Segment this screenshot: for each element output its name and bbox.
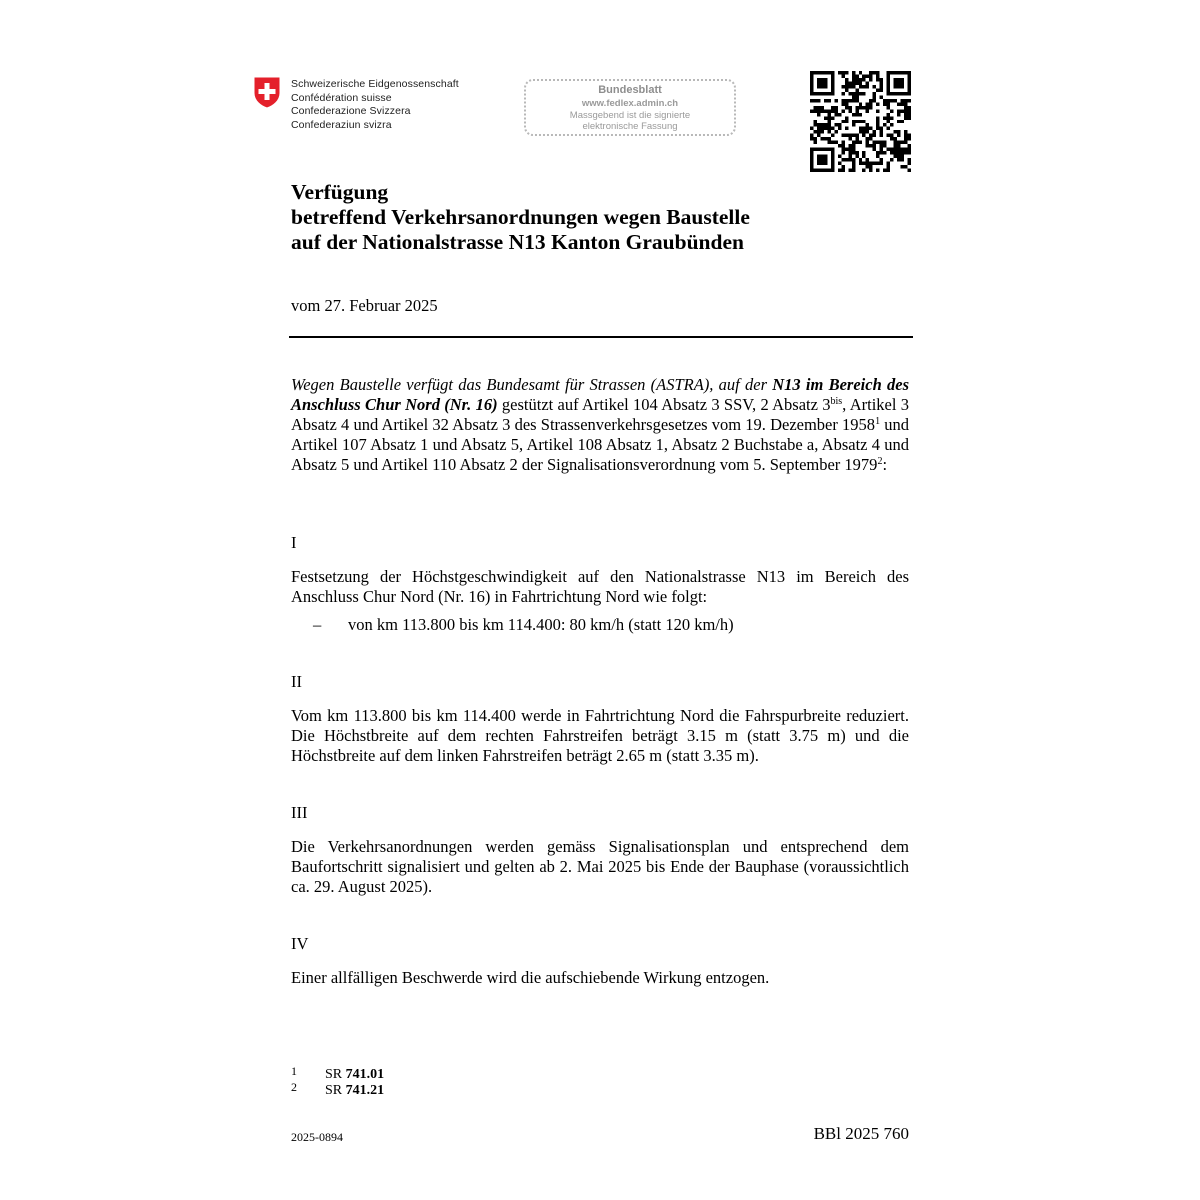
section-numeral-iv: IV — [291, 934, 309, 953]
footnote-1-ref: 741.01 — [345, 1067, 385, 1082]
confederation-name-rm: Confederaziun svizra — [291, 118, 392, 131]
section-i-text: Festsetzung der Höchstgeschwindigkeit auf den Nationalstrasse N13 im Bereich des Anschluss Chur Nord (Nr. 16) in Fahrtrichtung Nord wie folgt: — [291, 567, 909, 606]
confederation-name-fr: Confédération suisse — [291, 91, 392, 104]
section-i-bullet-dash: – — [313, 615, 322, 634]
section-numeral-i: I — [291, 533, 297, 552]
preamble-paragraph — [291, 375, 909, 475]
footnote-1-prefix: SR — [325, 1067, 346, 1082]
preamble-text-end: : — [882, 455, 888, 474]
bundesblatt-stamp — [524, 79, 736, 136]
preamble-italic: Wegen Baustelle verfügt das Bundesamt für Strassen (ASTRA), auf der — [291, 375, 773, 394]
footnote-ref-2: 2 — [877, 456, 883, 467]
footnote-2-number: 2 — [291, 1080, 297, 1094]
stamp-url: www.fedlex.admin.ch — [581, 98, 679, 109]
stamp-note-line2: elektronische Fassung — [582, 121, 678, 132]
confederation-name-block — [291, 78, 459, 132]
section-numeral-ii: II — [291, 672, 302, 691]
footnote-2-ref: 741.21 — [345, 1083, 385, 1098]
section-numeral-iii: III — [291, 803, 308, 822]
section-iv-text: Einer allfälligen Beschwerde wird die aufschiebende Wirkung entzogen. — [291, 968, 770, 987]
preamble-sup-bis: bis — [830, 396, 843, 407]
swiss-coat-of-arms-logo — [253, 76, 281, 109]
title-line-2: betreffend Verkehrsanordnungen wegen Baustelle — [291, 205, 750, 229]
header-divider — [289, 336, 913, 338]
preamble-text-1: gestützt auf Artikel 104 Absatz 3 SSV, 2 Absatz 3 — [497, 395, 831, 414]
section-iii-text: Die Verkehrsanordnungen werden gemäss Signalisationsplan und entsprechend dem Baufortschritt signalisiert und gelten ab 2. Mai 2025 bis Ende der Bauphase (voraussichtlich ca. 29. August 2025). — [291, 837, 909, 896]
title-line-1: Verfügung — [291, 180, 389, 204]
footnote-2-prefix: SR — [325, 1083, 346, 1098]
stamp-note-line1: Massgebend ist die signierte — [569, 110, 691, 121]
qr-code — [810, 71, 911, 172]
footnote-ref-1: 1 — [875, 416, 881, 427]
section-ii-text: Vom km 113.800 bis km 114.400 werde in Fahrtrichtung Nord die Fahrspurbreite reduziert. Die Höchstbreite auf dem rechten Fahrstreifen beträgt 3.15 m (statt 3.75 m) und die Höchstbreite auf dem linken Fahrstreifen beträgt 2.65 m (statt 3.35 m). — [291, 706, 909, 765]
footnote-1-number: 1 — [291, 1064, 297, 1078]
document-number: 2025-0894 — [291, 1130, 343, 1144]
stamp-title: Bundesblatt — [598, 84, 662, 96]
document-title — [291, 180, 911, 255]
bbl-reference: BBl 2025 760 — [813, 1124, 909, 1143]
preamble-location: N13 im Bereich des Anschluss Chur Nord (Nr. 16) — [291, 375, 909, 414]
confederation-name-de: Schweizerische Eidgenossenschaft — [291, 78, 459, 90]
footnote-2 — [291, 1079, 384, 1099]
confederation-name-it: Confederazione Svizzera — [291, 105, 411, 117]
section-i-bullet: von km 113.800 bis km 114.400: 80 km/h (statt 120 km/h) — [348, 615, 734, 634]
title-line-3: auf der Nationalstrasse N13 Kanton Graubünden — [291, 230, 744, 254]
document-date: vom 27. Februar 2025 — [291, 296, 438, 315]
preamble-text-2: , Artikel 3 Absatz 4 und Artikel 32 Absatz 3 des Strassenverkehrsgesetzes vom 19. Dezember 1958 — [291, 395, 909, 434]
preamble-text-3: und Artikel 107 Absatz 1 und Absatz 5, Artikel 108 Absatz 1, Absatz 2 Buchstabe a, Absatz 4 und Absatz 5 und Artikel 110 Absatz 2 der Signalisationsverordnung vom 5. September 1979 — [291, 415, 909, 474]
